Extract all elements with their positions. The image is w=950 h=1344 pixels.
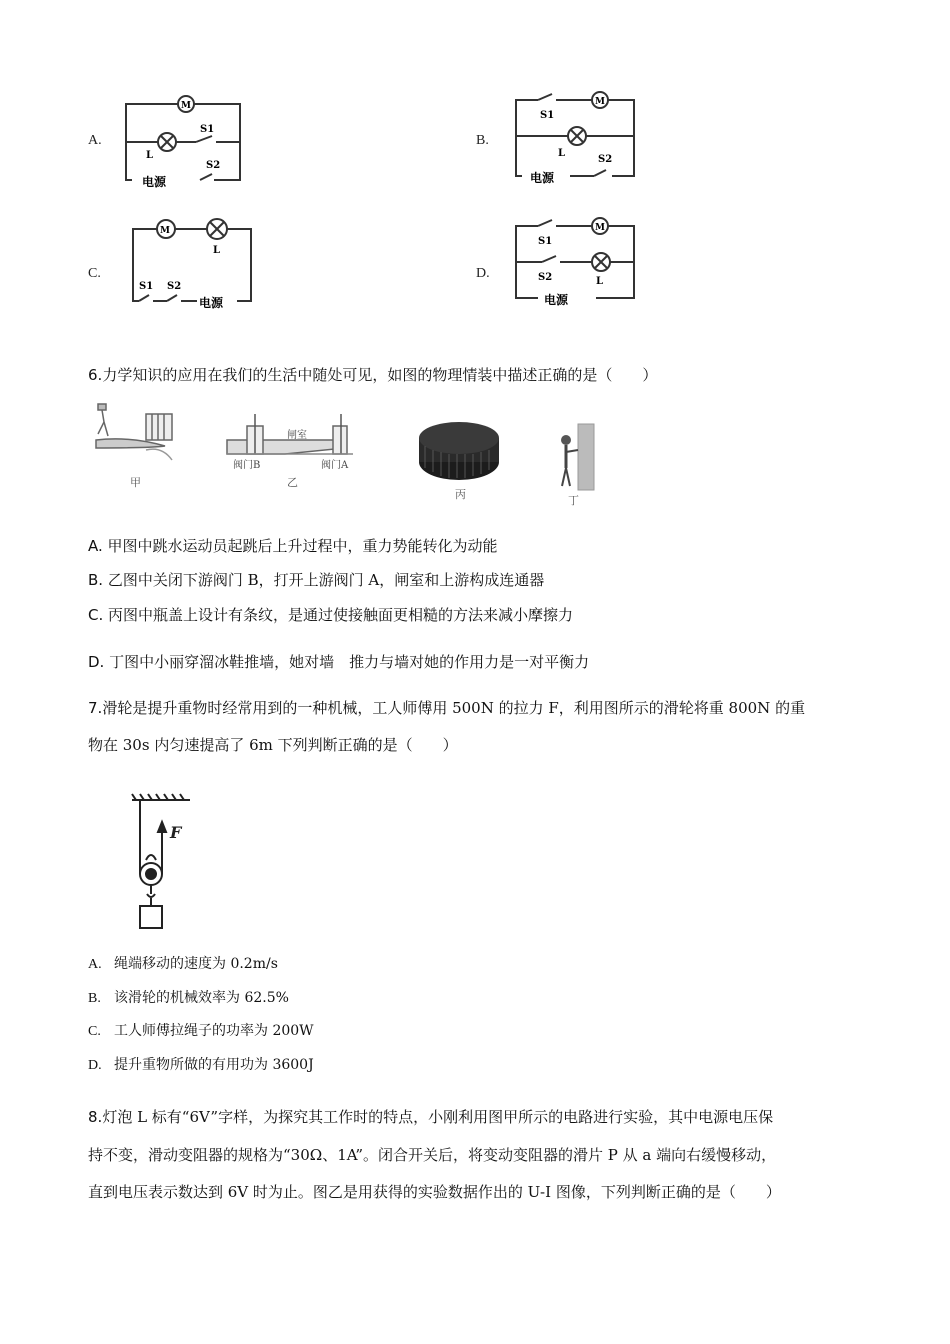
circuit-c-diagram (125, 215, 260, 315)
motor-symbol: M (160, 226, 170, 236)
option-letter: A. (88, 537, 103, 555)
s1-label: S1 (200, 124, 215, 135)
caption-jia: 甲 (130, 476, 141, 489)
s2-label: S2 (538, 272, 553, 283)
figure-ding-push-wall (552, 420, 602, 510)
question-7-stem-line1 (88, 699, 805, 717)
circuit-d-diagram (508, 210, 643, 310)
q7-option-d[interactable] (88, 1054, 314, 1074)
question-8-stem-line3: 直到电压表示数达到 6V 时为止。图乙是用获得的实验数据作出的 U-I 图像，下列判断正确的是（ ） (88, 1183, 781, 1201)
q7-option-b[interactable] (88, 987, 289, 1007)
lamp-label: L (146, 150, 154, 161)
option-letter: C. (88, 606, 104, 624)
caption-ding: 丁 (568, 494, 579, 507)
lamp-label: L (558, 148, 566, 159)
question-number: 6. (88, 366, 103, 384)
option-d-label: D. (476, 266, 490, 281)
option-letter: A. (88, 957, 102, 972)
q7-option-c[interactable] (88, 1020, 314, 1040)
figure-bing-bottle-cap (415, 410, 505, 502)
q6-option-a[interactable] (88, 535, 498, 556)
caption-bing: 丙 (455, 488, 466, 501)
q7-option-a[interactable] (88, 953, 278, 973)
option-text: 提升重物所做的有用功为 3600J (114, 1057, 314, 1073)
s2-label: S2 (598, 154, 613, 165)
power-label: 电源 (142, 175, 167, 189)
motor-symbol: M (181, 101, 191, 111)
option-text: 工人师傅拉绳子的功率为 200W (114, 1023, 314, 1039)
power-label: 电源 (530, 171, 555, 185)
s2-label: S2 (167, 281, 182, 292)
question-7-stem-line2: 物在 30s 内匀速提高了 6m 下列判断正确的是（ ） (88, 736, 458, 754)
question-6-stem (88, 366, 657, 384)
figure-yi-ship-lock (225, 414, 355, 494)
option-a-label: A. (88, 133, 102, 148)
option-letter: C. (88, 1024, 101, 1039)
circuit-a-diagram (118, 92, 248, 192)
lamp-label: L (596, 276, 604, 287)
power-label: 电源 (544, 293, 569, 307)
option-letter: D. (88, 653, 105, 671)
question-text: 力学知识的应用在我们的生活中随处可见，如图的物理情装中描述正确的是（ ） (102, 366, 658, 384)
lamp-label: L (213, 245, 221, 256)
option-b-label: B. (476, 133, 489, 148)
valve-b-label: 阀门B (233, 460, 261, 471)
option-text: 甲图中跳水运动员起跳后上升过程中，重力势能转化为动能 (107, 537, 498, 555)
q6-option-c[interactable] (88, 604, 573, 625)
power-label: 电源 (199, 296, 224, 310)
s2-label: S2 (206, 160, 221, 171)
question-text: 灯泡 L 标有“6V”字样，为探究其工作时的特点，小刚利用图甲所示的电路进行实验，其中电源电压保 (102, 1108, 774, 1126)
caption-yi: 乙 (287, 476, 298, 489)
question-8-stem-line2: 持不变，滑动变阻器的规格为“30Ω、1A”。闭合开关后，将变动变阻器的滑片 P 从 a 端向右缓慢移动， (88, 1146, 777, 1164)
option-text: 乙图中关闭下游阀门 B，打开上游阀门 A，闸室和上游构成连通器 (107, 571, 545, 589)
option-text: 该滑轮的机械效率为 62.5% (114, 990, 289, 1006)
question-number: 7. (88, 699, 103, 717)
force-label-f: F (170, 823, 182, 842)
option-text: 丙图中瓶盖上设计有条纹，是通过使接触面更相糙的方法来减小摩擦力 (108, 606, 574, 624)
s1-label: S1 (139, 281, 154, 292)
circuit-b-diagram (508, 88, 643, 188)
figure-movable-pulley (128, 790, 208, 935)
q6-option-d[interactable] (88, 651, 589, 672)
option-text: 绳端移动的速度为 0.2m/s (114, 956, 278, 972)
s1-label: S1 (540, 110, 555, 121)
option-letter: D. (88, 1058, 102, 1073)
motor-symbol: M (595, 223, 605, 233)
valve-a-label: 阀门A (321, 460, 349, 471)
question-number: 8. (88, 1108, 103, 1126)
question-text: 滑轮是提升重物时经常用到的一种机械，工人师傅用 500N 的拉力 F，利用图所示的滑轮将重 800N 的重 (102, 699, 806, 717)
figure-jia-diving (90, 400, 190, 495)
q6-option-b[interactable] (88, 569, 544, 590)
option-c-label: C. (88, 266, 101, 281)
s1-label: S1 (538, 236, 553, 247)
motor-symbol: M (595, 97, 605, 107)
question-8-stem-line1 (88, 1108, 773, 1126)
lock-chamber-label: 闸室 (287, 430, 307, 441)
option-letter: B. (88, 991, 101, 1006)
option-text: 丁图中小丽穿溜冰鞋推墙，她对墙 推力与墙对她的作用力是一对平衡力 (109, 653, 590, 671)
option-letter: B. (88, 571, 104, 589)
